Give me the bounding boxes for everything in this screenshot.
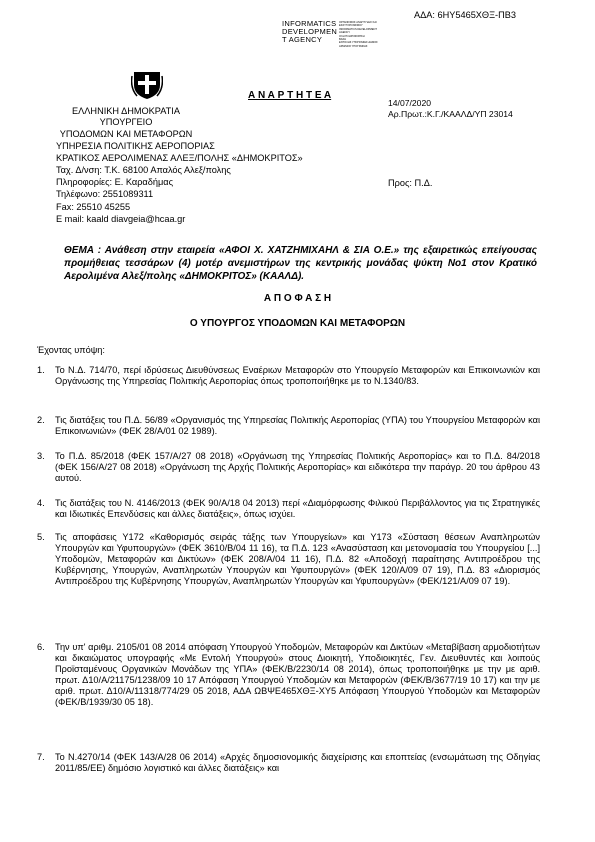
item-number: 6.	[37, 642, 45, 652]
item-text: Την υπ' αριθμ. 2105/01 08 2014 απόφαση Υπουργού Υποδομών, Μεταφορών και Δικτύων «Μεταβίβαση αρμοδιοτήτων και δικαιώματος υπογραφής «Με Εντολή Υπουργού» στους Διοικητή, Υποδιοικητές, Γεν. Διευθυντές και λοιπούς Προϊσταμένους Οργανικών Μονάδων της ΥΠΑ» (ΦΕΚ/Β/2230/14 08 2014), όπως τροποποιήθηκε με την με αριθ. πρωτ. Δ10/Α/21175/1238/09 10 17 Απόφαση Υπουργού Υποδομών και Μεταφορών (ΦΕΚ/Β/3677/19 10 17) και την με αριθ. πρωτ. Δ10/Α/11318/774/29 05 2018, ΑΔΑ ΩΒΨΕ465ΧΘΞ-ΧΥ5 Απόφαση Υπουργού Υποδομών και Μεταφορών (ΦΕΚ/Β/1939/30 05 18).	[55, 642, 540, 707]
header-ministry: ΥΠΟΥΡΓΕΙΟ	[99, 117, 153, 127]
item-number: 3.	[37, 451, 45, 461]
logo-small-line: ΕΝΤΟΛΗΣ ΥΠΟΓΡΑΦΗΣ ΔΗΜΟΣ	[339, 41, 378, 45]
considering-label: Έχοντας υπόψη:	[37, 345, 105, 355]
logo-line: INFORMATICS	[282, 19, 337, 28]
list-item	[37, 532, 540, 587]
header-airport: ΚΡΑΤΙΚΟΣ ΑΕΡΟΛΙΜΕΝΑΣ ΑΛΕΞ/ΠΟΛΗΣ «ΔΗΜΟΚΡΙΤΟΣ»	[56, 153, 303, 163]
logo-line: DEVELOPMEN	[282, 27, 338, 36]
header-service: ΥΠΗΡΕΣΙΑ ΠΟΛΙΤΙΚΗΣ ΑΕΡΟΠΟΡΙΑΣ	[56, 141, 215, 151]
header-info: Πληροφορίες: Ε. Καραδήμας	[56, 177, 173, 187]
list-item	[37, 451, 540, 484]
item-text: Το Ν.Δ. 714/70, περί ιδρύσεως Διευθύνσεως Εναέριων Μεταφορών στο Υπουργείο Μεταφορών και Επικοινωνιών και Οργάνωσης της Υπηρεσίας Πολιτικής Αεροπορίας όπως τροποποιήθηκε με το Ν.1340/83.	[55, 365, 540, 386]
list-item	[37, 365, 540, 387]
item-text: Το Π.Δ. 85/2018 (ΦΕΚ 157/Α/27 08 2018) «Οργάνωση της Υπηρεσίας Πολιτικής Αεροπορίας» και το Π.Δ. 84/2018 (ΦΕΚ 156/Α/27 08 2018) «Οργάνωση της Αρχής Πολιτικής Αεροπορίας» και ειδικότερα την παράγρ. 20 του άρθρου 43 αυτού.	[55, 451, 540, 483]
header-ministry-name: ΥΠΟΔΟΜΩΝ ΚΑΙ ΜΕΤΑΦΟΡΩΝ	[59, 129, 193, 139]
subject: ΘΕΜΑ : Ανάθεση στην εταιρεία «ΑΦΟΙ Χ. ΧΑΤΖΗΜΙΧΑΗΛ & ΣΙΑ Ο.Ε.» της εξαιρετικώς επείγουσας προμήθειας τεσσάρων (4) μοτέρ ανεμιστήρων της κεντρικής μονάδας ψύκτη Νο1 στον Κρατικό Αερολιμένα Αλεξ/πολης «ΔΗΜΟΚΡΙΤΟΣ» (ΚΑΑΛΔ).	[64, 245, 537, 282]
decision-title: Α Π Ο Φ Α Σ Η	[263, 293, 332, 304]
header-email: E mail: kaald diavgeia@hcaa.gr	[56, 214, 186, 224]
list-item	[37, 415, 540, 437]
item-number: 5.	[37, 532, 45, 542]
anartitea-label: Α Ν Α Ρ Τ Η Τ Ε Α	[248, 90, 332, 101]
header-phone: Τηλέφωνο: 2551089311	[56, 189, 154, 199]
logo-small-line: ΟΡΓΑΝΙΣΜΟΣ ΑΝΑΠΤΥΞΗΣ ΚΑΙ	[339, 21, 377, 24]
item-text: Τις αποφάσεις Υ172 «Καθορισμός σειράς τάξης των Υπουργείων» και Υ173 «Σύσταση θέσεων Αναπληρωτών Υπουργών και Υφυπουργών» (ΦΕΚ 3610/Β/04 11 16), τα Π.Δ. 123 «Ανασύσταση και μετονομασία του Υπουργείου [...] Υποδομών, Μεταφορών και Δικτύων» (ΦΕΚ 208/Α/04 11 16), Π.Δ. 82 «Αποδοχή παραίτησης Αντιπροέδρου της Κυβέρνησης, Υπουργών, Αναπληρωτών Υπουργών και Υφυπουργών» (ΦΕΚ 120/Α/09 07 19), Π.Δ. 83 «Διορισμός Αντιπροέδρου της Κυβέρνησης Υπουργών, Αναπληρωτών Υπουργών και Υφυπουργών» (ΦΕΚ/121/Α/09 07 19).	[55, 532, 540, 586]
logo-small-line: ΟΛΗ ΠΛΗΡΟΦΟΡΙΚΗ	[339, 34, 365, 38]
logo-small-line: ΕΚΣΥΓΧΡΟΝΙΣΜΟΥ	[339, 24, 363, 28]
item-number: 2.	[37, 415, 45, 425]
header-fax: Fax: 25510 45255	[56, 202, 131, 212]
item-number: 7.	[37, 752, 45, 762]
header-address: Ταχ. Δ/νση: Τ.Κ. 68100 Απαλός Αλεξ/πολης	[56, 165, 231, 175]
list-item	[37, 642, 540, 708]
item-number: 1.	[37, 365, 45, 375]
item-text: Το Ν.4270/14 (ΦΕΚ 143/Α/28 06 2014) «Αρχές δημοσιονομικής διαχείρισης και εποπτείας (ενσωμάτωση της Οδηγίας 2011/85/ΕΕ) δημόσιο λογιστικό και άλλες διατάξεις» και	[55, 752, 540, 773]
minister-title: Ο ΥΠΟΥΡΓΟΣ ΥΠΟΔΟΜΩΝ ΚΑΙ ΜΕΤΑΦΟΡΩΝ	[189, 318, 406, 329]
protocol-number: Αρ.Πρωτ.:Κ.Γ./ΚΑΑΛΔ/ΥΠ 23014	[388, 109, 513, 119]
item-text: Τις διατάξεις του Π.Δ. 56/89 «Οργανισμός της Υπηρεσίας Πολιτικής Αεροπορίας (ΥΠΑ) του Υπουργείου Μεταφορών και Επικοινωνιών» (ΦΕΚ 28/Α/01 02 1989).	[55, 415, 540, 436]
logo-small-line: INFORMATICS DEVELOPMENT AGENCY	[339, 27, 377, 35]
item-number: 4.	[37, 498, 45, 508]
ada-code: ΑΔΑ: 6ΗΥ5465ΧΘΞ-ΠΒ3	[414, 10, 516, 20]
list-item	[37, 752, 540, 774]
recipient: Προς: Π.Δ.	[388, 178, 433, 188]
logo-small-line: ΒΑΣΗ	[339, 38, 346, 42]
item-text: Τις διατάξεις του Ν. 4146/2013 (ΦΕΚ 90/Α/18 04 2013) περί «Διαμόρφωσης Φιλικού Περιβάλλοντος για τις Στρατηγικές και Ιδιωτικές Επενδύσεις και άλλες διατάξεις», όπως ισχύει.	[55, 498, 540, 519]
document-date: 14/07/2020	[388, 98, 432, 108]
list-item	[37, 498, 540, 520]
header-republic: ΕΛΛΗΝΙΚΗ ΔΗΜΟΚΡΑΤΙΑ	[72, 106, 180, 116]
logo-line: T AGENCY	[282, 35, 323, 44]
logo-small-line: ΑΡΙΘΜΟΣ ΥΠΟΓΡΑΦΗΣ	[339, 44, 368, 48]
coat-of-arms-icon	[131, 68, 163, 105]
